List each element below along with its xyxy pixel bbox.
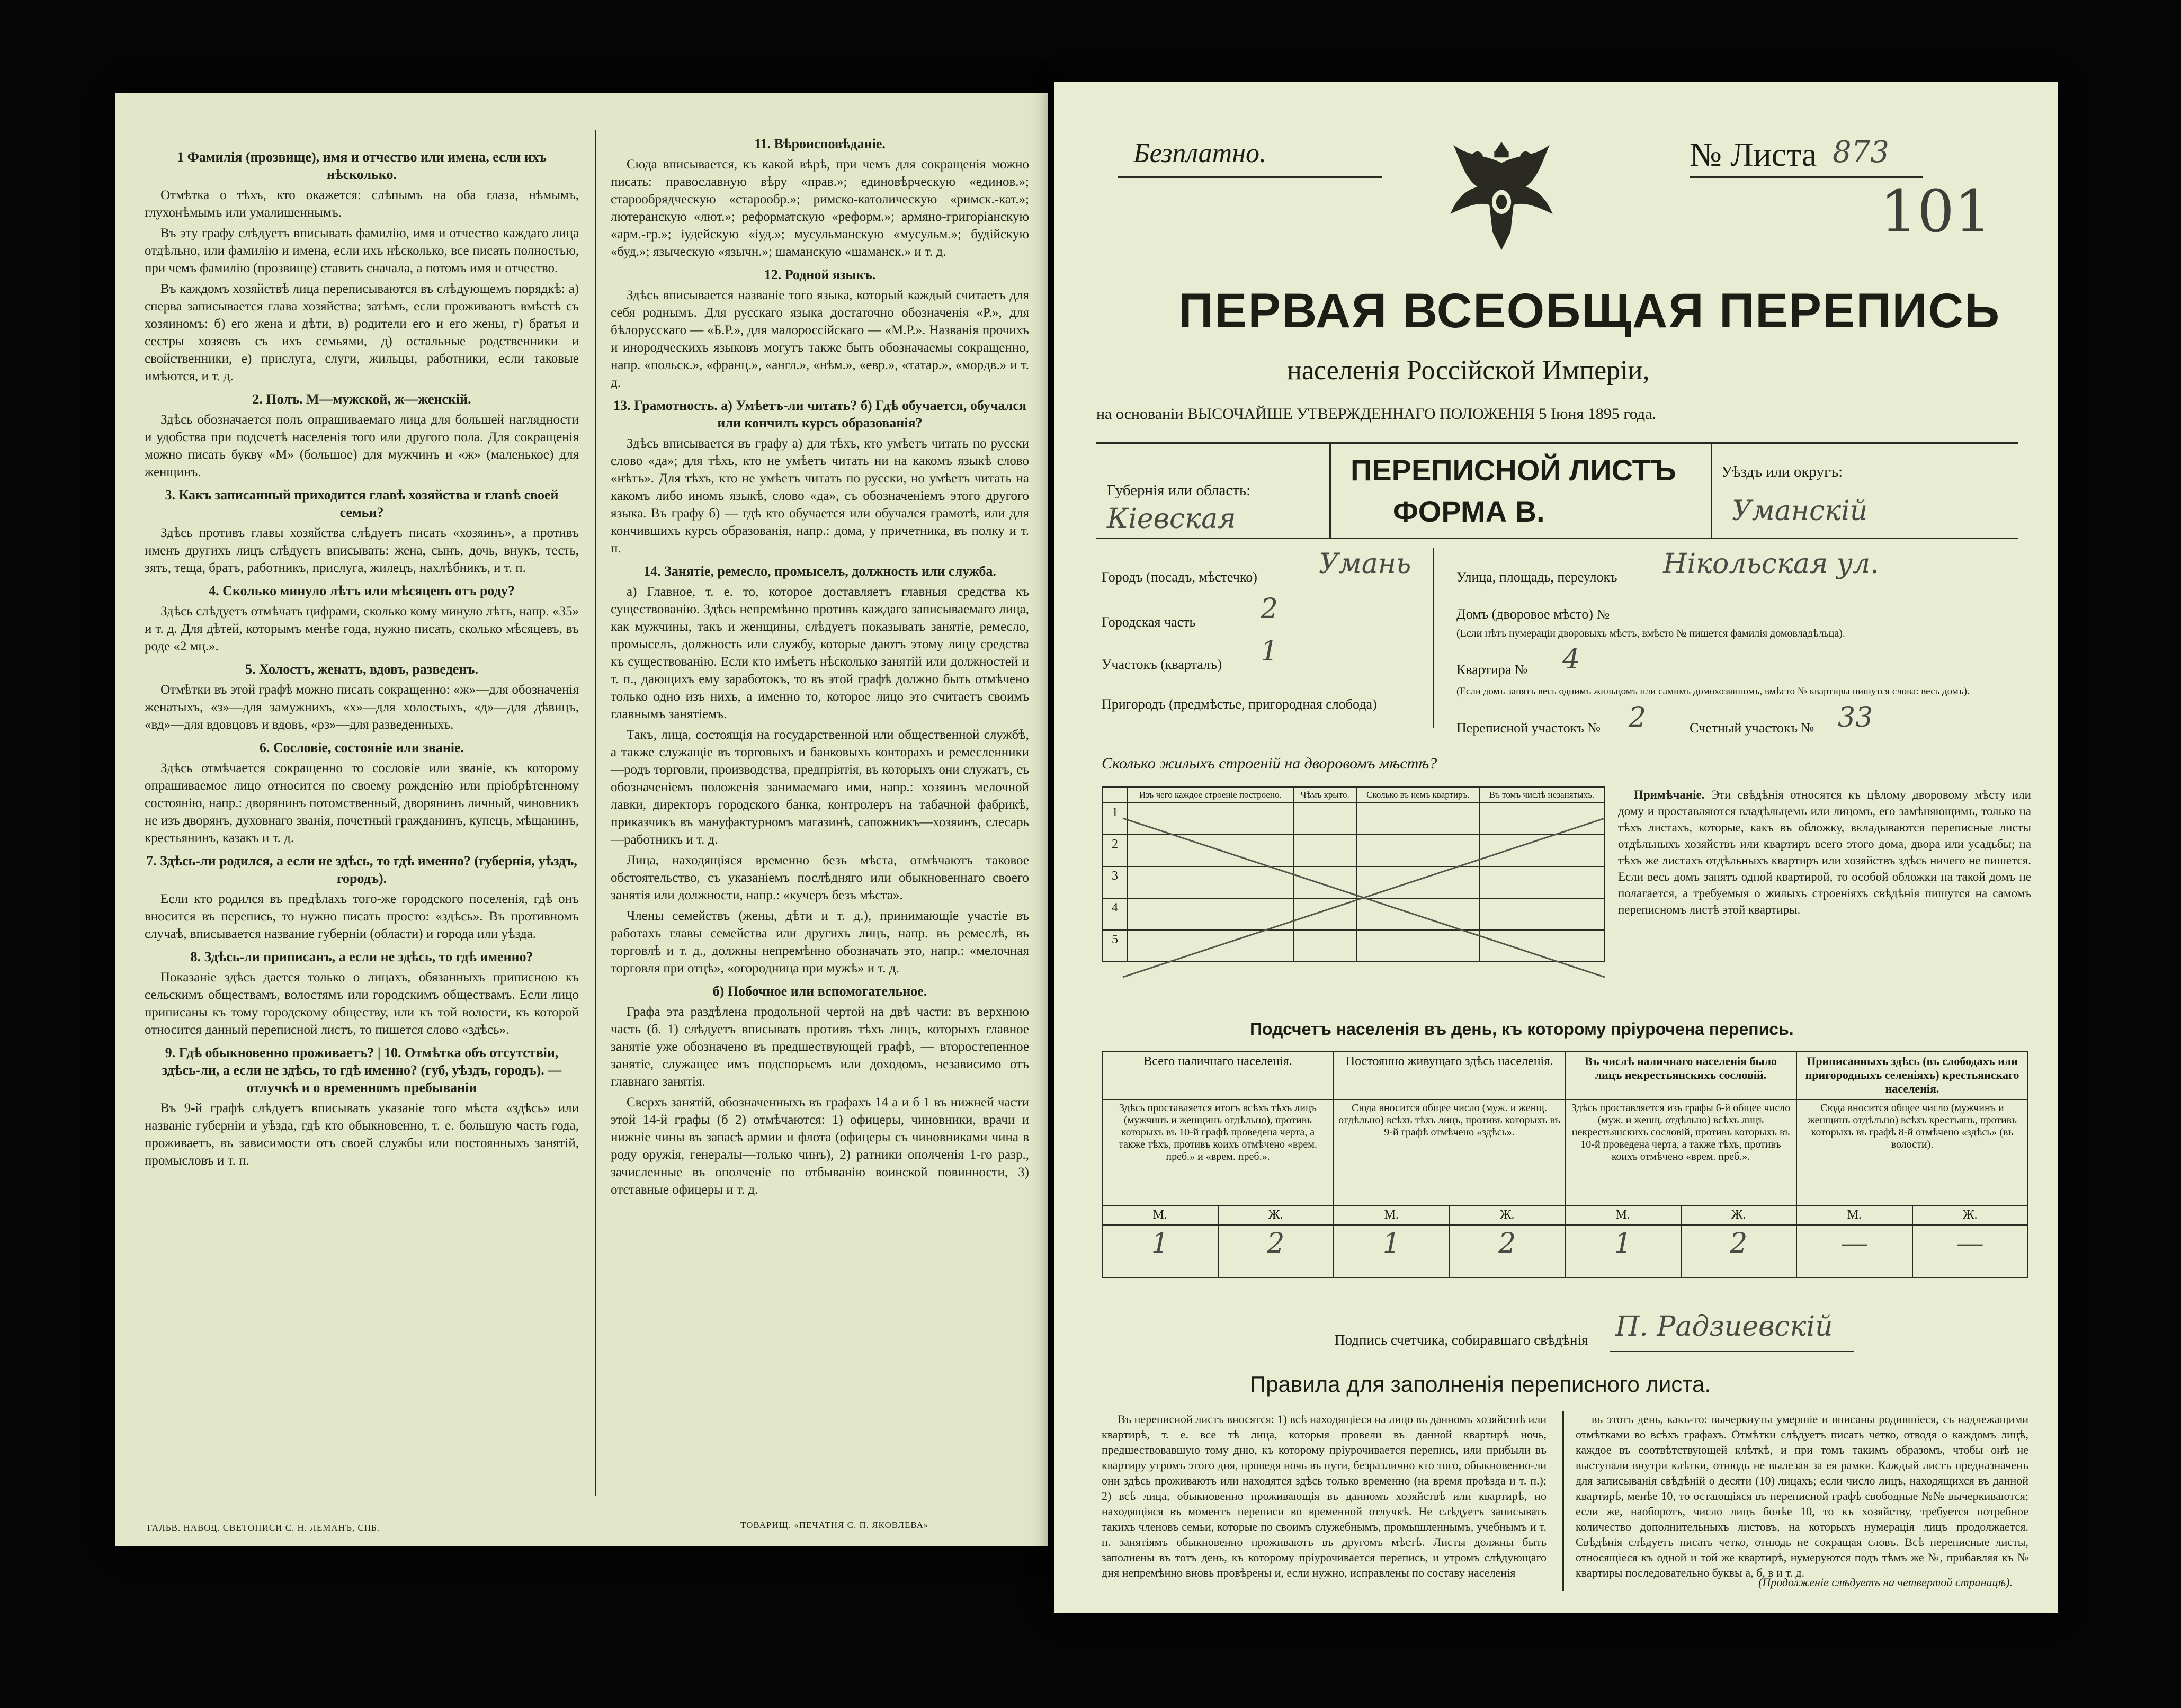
section-text: Здѣсь слѣдуетъ отмѣчать цифрами, сколько кому минуло лѣтъ, напр. «35» и т. д. Для дѣтей, которымъ менѣе года, нужно писать, сколько мѣсяцевъ, въ роде «2 мц.». — [145, 604, 579, 654]
section-text: Отмѣтки въ этой графѣ можно писать сокращенно: «ж»—для обозначенія женатыхъ, «з»—для замужнихъ, «х»—для холостыхъ, «д»—для дѣвицъ, «вд»—для вдовцовъ и вдовъ, «рз»—для разведенныхъ. — [145, 683, 579, 732]
city-label: Городъ (посадъ, мѣстечко) — [1102, 569, 1257, 585]
form-title-2: ФОРМА В. — [1393, 495, 1545, 528]
house-label: Домъ (дворовое мѣсто) № — [1456, 606, 1610, 622]
census-subtitle: населенія Россійской Имперіи, — [1287, 355, 1650, 386]
rules-text-2: въ этотъ день, какъ-то: вычеркнуты умершіе и вписаны родившіеся, съ надлежащими отмѣтками во всѣхъ графахъ. Отмѣтки слѣдуетъ писать четко, отводя о каждомъ лицѣ, каждое въ соотвѣтствующей клѣткѣ, и при томъ такимъ образомъ, чтобы онѣ не выступали внутри клѣтки, отнюдь не вылезая за ея рамки. Каждый листъ предназначенъ для записыванія свѣдѣній о десяти (10) лицахъ; если число лицъ, находящихся въ данной квартирѣ, менѣе 10, то остающіяся въ переписной графѣ свободные №№ вычеркиваются; если же, наоборотъ, число лицъ болѣе 10, то къ хозяйству, требуется потребное количество дополнительныхъ листовъ, на которыхъ нумерація лицъ продолжается. Свѣдѣнія слѣдуетъ писать четко, отнюдь не сокращая словъ. Всѣ переписные листы, относящіеся къ одной и той же квартирѣ, нумеруются подъ тѣмъ же №, прибавляя къ № квартиры последовательно буквы а, б, в и т. д. — [1576, 1412, 2028, 1579]
census-title: ПЕРВАЯ ВСЕОБЩАЯ ПЕРЕПИСЬ — [1178, 284, 2001, 338]
rules-text-1: Въ переписной листъ вносятся: 1) всѣ находящіеся на лицо въ данномъ хозяйствѣ или квартирѣ, т. е. все тѣ лица, которыя провели въ данной квартирѣ ночь, предшествовавшую тому дню, къ которому пріурочивается перепись, или прибыли въ квартиру утромъ этого дня, проведя ночь въ пути, безразлично кто того, обыкновенно-ли они здѣсь проживаютъ или находятся здѣсь только временно (на время проѣзда и т. п.); 2) всѣ лица, обыкновенно проживающія въ данномъ хозяйствѣ или квартирѣ, но находящіяся въ моментъ переписи во временной отлучкѣ. Не слѣдуетъ записывать такихъ членовъ семьи, которые по своимъ служебнымъ, промышленнымъ, учебнымъ и т. п. занятіямъ обыкновенно проживаютъ въ другомъ мѣстѣ. Листы должны быть заполнены въ тотъ день, къ которому пріурочивается перепись, и утромъ слѣдующаго дня непремѣнно вновь провѣрены и, если нужно, исправлены по составу населенія — [1102, 1412, 1547, 1579]
section-heading: 2. Полъ. М—мужской, ж—женскій. — [252, 391, 471, 407]
section-text: Въ 9-й графѣ слѣдуетъ вписывать указаніе того мѣста «здѣсь» или названіе губерніи и уѣзда, гдѣ кто обыкновенно, т. е. большую часть года, проживаетъ, въ зависимости отъ своей службы или постоянныхъ занятій, промысловъ и т. п. — [145, 1101, 579, 1168]
section-text: Такъ, лица, состоящія на государственной или общественной службѣ, а также служащіе въ торговыхъ и банковыхъ конторахъ и ремесленники—родъ торговли, производства, предпріятія, въ которыхъ они служатъ, съ обозначеніемъ положенія занимаемаго ими, напр.: хозяинъ мелочной лавки, директоръ городского банка, контролеръ на табачной фабрикѣ, приказчикъ въ мануфактурномъ магазинѣ, сапожникъ—хозяинъ, слесарь—работникъ и т. д. — [611, 728, 1029, 847]
buildings-header: Изъ чего каждое строеніе построено. — [1128, 787, 1293, 803]
district-value: 1 — [1261, 636, 1279, 667]
section-text: Въ эту графу слѣдуетъ вписывать фамилію, имя и отчество каждаго лица отдѣльно, или фамилію и имена, если ихъ нѣсколько, все писать полностью, при чемъ фамилію (прозвище) ставить сначала, а потомъ имя и отчество. — [145, 226, 579, 275]
row-number: 4 — [1102, 898, 1128, 930]
count-subheader: Ж. — [1912, 1205, 2028, 1225]
count-subheader: Ж. — [1218, 1205, 1334, 1225]
street-value: Нікольская ул. — [1663, 548, 1879, 580]
row-number: 2 — [1102, 835, 1128, 866]
note-title: Примѣчаніе. — [1634, 788, 1705, 801]
section-text: Здѣсь противъ главы хозяйства слѣдуетъ писать «хозяинъ», а противъ именъ другихъ лицъ слѣдуетъ вписывать: жена, сынъ, дочь, внукъ, тесть, зять, теща, братъ, работникъ, прислуга, жилецъ, нахлѣбникъ, и т. п. — [145, 526, 579, 575]
section-heading: 13. Грамотность. а) Умѣетъ-ли читать? б) Гдѣ обучается, обучался или кончилъ курсъ образованія? — [613, 398, 1026, 431]
counter-district-label: Счетный участокъ № — [1690, 720, 1814, 736]
census-district-value: 2 — [1629, 702, 1647, 734]
section-text: Здѣсь вписывается въ графу а) для тѣхъ, кто умѣетъ читать по русски слово «да»; для тѣхъ, кто не умѣетъ читать ни на какомъ языкѣ слово «нѣтъ». Для тѣхъ, кто не умѣетъ читать по русски, но умѣетъ читать на какомъ либо иномъ языкѣ, слово «да», съ обозначеніемъ этого другого языка. Въ графу б) — гдѣ кто обучается или обучался грамотѣ, или для кончившихъ курсъ образованія, напр.: дома, у причетника, въ полку и т. п. — [611, 436, 1029, 556]
form-header-divider-2 — [1711, 442, 1712, 538]
section-heading: 5. Холостъ, женатъ, вдовъ, разведенъ. — [245, 661, 478, 677]
census-basis: на основаніи ВЫСОЧАЙШЕ УТВЕРЖДЕННАГО ПОЛОЖЕНІЯ 5 Іюня 1895 года. — [1096, 405, 1656, 423]
double-headed-eagle-emblem — [1441, 130, 1562, 262]
rules-title: Правила для заполненія переписного листа. — [1250, 1372, 1711, 1397]
count-note: Здѣсь проставляется изъ графы 6-й общее число (муж. и женщ. отдѣльно) всѣхъ лицъ некрестьянскихъ сословій, противъ которыхъ въ 10-й проведена черта, а также тѣхъ, противъ коихъ отмѣчено «врем. преб.». — [1565, 1099, 1796, 1205]
counter-district-value: 33 — [1838, 702, 1873, 734]
buildings-question: Сколько жилыхъ строеній на дворовомъ мѣстѣ? — [1102, 755, 1437, 772]
county-label: Уѣздъ или округъ: — [1721, 463, 1843, 480]
section-text: Въ каждомъ хозяйствѣ лица переписываются въ слѣдующемъ порядкѣ: а) сперва записывается глава хозяйства; затѣмъ, если проживаютъ вмѣстѣ съ хозяиномъ: б) его жена и дѣти, в) родители его и его жены, г) братья и сестры хозяевъ съ ихъ семьями, д) остальные родственники и свойственники, е) прислуга, слуги, жильцы, работники, если таковые имѣются, и т. д. — [145, 282, 579, 383]
count-header: Въ числѣ наличнаго населенія было лицъ некрестьянскихъ сословій. — [1565, 1052, 1796, 1099]
instructions-column-2 — [611, 130, 1029, 1496]
section-heading: 6. Сословіе, состояніе или званіе. — [259, 740, 464, 755]
street-label: Улица, площадь, переулокъ — [1456, 569, 1617, 585]
buildings-table-header — [1102, 787, 1604, 803]
apartment-value: 4 — [1562, 643, 1580, 675]
city-value: Умань — [1319, 548, 1411, 580]
count-subheader: М. — [1565, 1205, 1681, 1225]
row-number: 5 — [1102, 930, 1128, 962]
section-text: Сверхъ занятій, обозначенныхъ въ графахъ 14 а и б 1 въ нижней части этой 14-й графы (б 2) отмѣчаются: 1) офицеры, чиновники, врачи и нижніе чины въ запасѣ армии и флота (офицеры съ чиновниками чина в роду оружія, генералы—только чинъ), 2) ратники ополченія 1-го разр., зачисленные въ ополченіе по отбыванію воинской повинности, 3) отставные офицеры и т. д. — [611, 1095, 1029, 1197]
apartment-label: Квартира № — [1456, 662, 1528, 677]
section-text: Если кто родился въ предѣлахъ того-же городского поселенія, гдѣ онъ вносится въ перепись, то нужно писать просто: «здѣсь». Въ противномъ случаѣ, вписывается название губерніи (области) и города или уѣзда. — [145, 892, 579, 941]
province-label: Губернія или область: — [1107, 482, 1251, 499]
row-number: 1 — [1102, 803, 1128, 835]
suburb-label: Пригородъ (предмѣстье, пригородная слобода) — [1102, 696, 1377, 712]
section-text: Здѣсь вписывается названіе того языка, который каждый считаетъ для себя роднымъ. Для русскаго языка достаточно обозначенія «Р.», для бѣлорусскаго — «Б.Р.», для малороссійскаго — «М.Р.». Названія прочихъ и инородческихъ языковъ могутъ также быть обозначаемы сокращенно, напр. «польск.», «франц.», «англ.», «нѣм.», «евр.», «татар.», «мордв.» и т. д. — [611, 288, 1029, 390]
count-header: Постоянно живущаго здѣсь населенія. — [1334, 1052, 1565, 1099]
section-heading: 11. Вѣроисповѣданіе. — [754, 136, 886, 151]
section-heading: 14. Занятіе, ремесло, промыселъ, должность или служба. — [643, 564, 996, 579]
note-text: Эти свѣдѣнія относятся къ цѣлому дворовому мѣсту или дому и проставляются владѣльцемъ или лицомъ, его замѣняющимъ, только на тѣхъ листахъ, которые, какъ въ обложку, вкладываются переписные листы отдѣльныхъ хозяйствъ или квартиръ всего этого дома, двора или усадьбы; на тѣхъ же листахъ отдѣльныхъ квартиръ или хозяйствъ здѣсь ничего не пишется. Если весь домъ занятъ одной квартирой, то особой обложки на такой домъ не полагается, а требуемыя о жилыхъ строеніяхъ свѣдѣнія пишутся на самомъ переписномъ листѣ этой квартиры. — [1618, 788, 2031, 916]
count-note: Сюда вносится общее число (муж. и женщ. отдѣльно) всѣхъ тѣхъ лицъ, противъ которыхъ въ 9-й графѣ отмѣчено «здѣсь». — [1334, 1099, 1565, 1205]
address-divider — [1433, 548, 1434, 728]
section-text: Отмѣтка о тѣхъ, кто окажется: слѣпымъ на оба глаза, нѣмымъ, глухонѣмымъ или умалишеннымъ. — [145, 188, 579, 220]
corner-mark: 101 — [1880, 177, 1991, 245]
section-heading: 3. Какъ записанный приходится главѣ хозяйства и главѣ своей семьи? — [165, 487, 559, 520]
count-subheader: М. — [1796, 1205, 1912, 1225]
buildings-note — [1618, 786, 2031, 998]
county-value: Уманскій — [1732, 495, 1868, 527]
rules-column-1 — [1102, 1411, 1547, 1591]
count-value: — — [1796, 1225, 1912, 1278]
count-value: 1 — [1102, 1225, 1218, 1278]
count-value: 2 — [1450, 1225, 1566, 1278]
imprint-right: ТОВАРИЩ. «ПЕЧАТНЯ С. П. ЯКОВЛЕВА» — [740, 1520, 929, 1530]
signature-line — [1610, 1351, 1854, 1352]
province-value: Кіевская — [1107, 503, 1236, 535]
column-divider — [595, 130, 596, 1496]
count-value: 1 — [1565, 1225, 1681, 1278]
count-subheader: Ж. — [1450, 1205, 1566, 1225]
buildings-cross-out — [1123, 818, 1605, 977]
section-text: Здѣсь отмѣчается сокращенно то сословіе или званіе, къ которому опрашиваемое лицо относится по своему рожденію или пріобрѣтенному состоянію, напр.: дворянинъ потомственный, дворянинъ личный, чиновникъ не изъ дворянъ, духовнаго званія, почетный гражданинъ, купецъ, мѣщанинъ, крестьянинъ, казакъ и т. д. — [145, 761, 579, 845]
rules-divider — [1562, 1411, 1564, 1591]
section-text: Лица, находящіяся временно безъ мѣста, отмѣчаютъ таковое обстоятельство, съ указаніемъ послѣдняго или обыкновеннаго своего занятія или должности, напр.: «кучеръ безъ мѣста». — [611, 853, 1029, 902]
form-header-top-rule — [1096, 442, 2018, 444]
district-label: Участокъ (кварталъ) — [1102, 657, 1222, 672]
census-district-label: Переписной участокъ № — [1456, 720, 1601, 736]
section-heading: б) Побочное или вспомогательное. — [712, 983, 927, 999]
right-page — [1054, 82, 2058, 1613]
section-heading: 4. Сколько минуло лѣтъ или мѣсяцевъ отъ роду? — [209, 583, 515, 598]
sheet-number-label: № Листа — [1690, 136, 1817, 173]
count-value: 1 — [1334, 1225, 1450, 1278]
count-note: Здѣсь проставляется итогъ всѣхъ тѣхъ лицъ (мужчинъ и женщинъ отдѣльно), противъ которыхъ въ 10-й графѣ проведена черта, а также тѣхъ, противъ коихъ отмѣчено «врем. преб.» и «врем. преб.». — [1102, 1099, 1334, 1205]
population-count-table — [1102, 1051, 2028, 1278]
house-note: (Если нѣтъ нумераціи дворовыхъ мѣстъ, вмѣсто № пишется фамилія домовладѣльца). — [1456, 628, 1845, 639]
form-header-bottom-rule — [1096, 538, 2018, 539]
buildings-header: Въ томъ числѣ незанятыхъ. — [1479, 787, 1604, 803]
count-subheader: М. — [1334, 1205, 1450, 1225]
city-part-value: 2 — [1261, 593, 1279, 625]
section-text: Сюда вписывается, къ какой вѣрѣ, при чемъ для сокращенія можно писать: православную вѣру «прав.»; единовѣрческую «единов.»; старообрядческую «старообр.»; римско-католическую «римск.-кат.»; лютеранскую «лют.»; реформатскую «реформ.»; армяно-григоріанскую «арм.-гр.»; іудейскую «іуд.»; мусульманскую «мусульм.»; будійскую «буд.»; языческую «язычн.»; шаманскую «шаманск.» и т. д. — [611, 157, 1029, 259]
signature-label: Подпись счетчика, собиравшаго свѣдѣнія — [1335, 1332, 1588, 1348]
count-value: — — [1912, 1225, 2028, 1278]
count-header: Приписанныхъ здѣсь (въ слободахъ или пригородныхъ селеніяхъ) крестьянскаго населенія. — [1796, 1052, 2028, 1099]
count-note: Сюда вносится общее число (мужчинъ и женщинъ отдѣльно) всѣхъ крестьянъ, противъ которыхъ въ графѣ 8-й отмѣчено «здѣсь» (въ волости). — [1796, 1099, 2028, 1205]
instructions-column-1 — [145, 143, 579, 1494]
rules-continued: (Продолженіе слѣдуетъ на четвертой страницѣ). — [1758, 1576, 2013, 1589]
header-rule-left — [1118, 176, 1382, 178]
section-heading: 12. Родной языкъ. — [764, 267, 876, 282]
section-text: Показаніе здѣсь дается только о лицахъ, обязанныхъ приписною къ сельскимъ обществамъ, волостямъ или городскимъ обществамъ. Если лицо приписаны къ тому городскому обществу, или къ той волости, къ которой относится данный переписной листъ, то пишется слово «здѣсь». — [145, 970, 579, 1037]
apartment-note: (Если домъ занятъ весь однимъ жильцомъ или самимъ домохозяиномъ, вмѣсто № квартиры пишутся слова: весь домъ). — [1456, 686, 1970, 697]
buildings-header: Сколько въ немъ квартиръ. — [1357, 787, 1479, 803]
sheet-number-value: 873 — [1833, 135, 1889, 169]
form-header-divider-1 — [1329, 442, 1331, 538]
count-subheader: М. — [1102, 1205, 1218, 1225]
section-heading: 1 Фамилія (прозвище), имя и отчество или имена, если ихъ нѣсколько. — [177, 149, 547, 182]
section-heading: 7. Здѣсь-ли родился, а если не здѣсь, то гдѣ именно? (губернія, уѣздъ, городъ). — [146, 853, 577, 886]
form-title-1: ПЕРЕПИСНОЙ ЛИСТЪ — [1351, 453, 1676, 487]
row-number: 3 — [1102, 866, 1128, 898]
section-text: Члены семействъ (жены, дѣти и т. д.), принимающіе участіе въ работахъ главы семейства или другихъ лицъ, напр. въ ремеслѣ, въ торговлѣ и т. д., должны непремѣнно обозначать это, напр.: «мелочная торговля при отцѣ», «огородница при мужѣ» и т. д. — [611, 909, 1029, 976]
left-page — [115, 93, 1048, 1546]
section-heading: 8. Здѣсь-ли приписанъ, а если не здѣсь, то гдѣ именно? — [190, 949, 533, 964]
count-value: 2 — [1681, 1225, 1797, 1278]
count-value: 2 — [1218, 1225, 1334, 1278]
section-heading: 9. Гдѣ обыкновенно проживаетъ? | 10. Отмѣтка объ отсутствіи, здѣсь-ли, а если не здѣсь, то гдѣ именно? (губ, уѣздъ, городъ). — отлучкѣ и о временномъ пребываніи — [162, 1045, 562, 1095]
buildings-header: Чѣмъ крыто. — [1293, 787, 1357, 803]
rules-column-2 — [1576, 1411, 2028, 1579]
city-part-label: Городская часть — [1102, 614, 1196, 630]
imprint-left: ГАЛЬВ. НАВОД. СВЕТОПИСИ С. Н. ЛЕМАНЪ, СПБ. — [147, 1523, 380, 1533]
count-subheader: Ж. — [1681, 1205, 1797, 1225]
population-count-title: Подсчетъ населенія въ день, къ которому пріурочена перепись. — [1250, 1020, 1794, 1039]
section-text: Графа эта раздѣлена продольной чертой на двѣ части: въ верхнюю часть (б. 1) слѣдуетъ вписывать противъ тѣхъ лицъ, которыхъ главное занятіе уже обозначено въ предшествующей графѣ, — второстепенное занятіе, служащее имъ подспорьемъ или доходомъ, независимо отъ главнаго занятія. — [611, 1005, 1029, 1089]
section-text: а) Главное, т. е. то, которое доставляетъ главныя средства къ существованію. Здѣсь непремѣнно противъ каждаго записываемаго лица, как мужчины, такъ и женщины, слѣдуетъ показывать занятіе, ремесло, промыселъ, должность или службу, которые даютъ этому лицу средства къ существованію. Если кто имѣетъ нѣсколько занятій или должностей и т. п., дающихъ ему заработокъ, то въ этой графѣ должно быть отмѣчено только одно изъ нихъ, а именно то, которое лицо это считаетъ своимъ главнымъ занятіемъ. — [611, 585, 1029, 721]
count-header: Всего наличнаго населенія. — [1102, 1052, 1334, 1099]
signature-value: П. Радзиевскій — [1615, 1311, 1833, 1343]
free-label: Безплатно. — [1133, 138, 1267, 168]
section-text: Здѣсь обозначается полъ опрашиваемаго лица для большей наглядности и удобства при подсчетѣ населенія того или другого пола. Для сокращенія можно писать букву «М» (большое) для мужчинъ и «ж» (маленькое) для женщинъ. — [145, 413, 579, 479]
